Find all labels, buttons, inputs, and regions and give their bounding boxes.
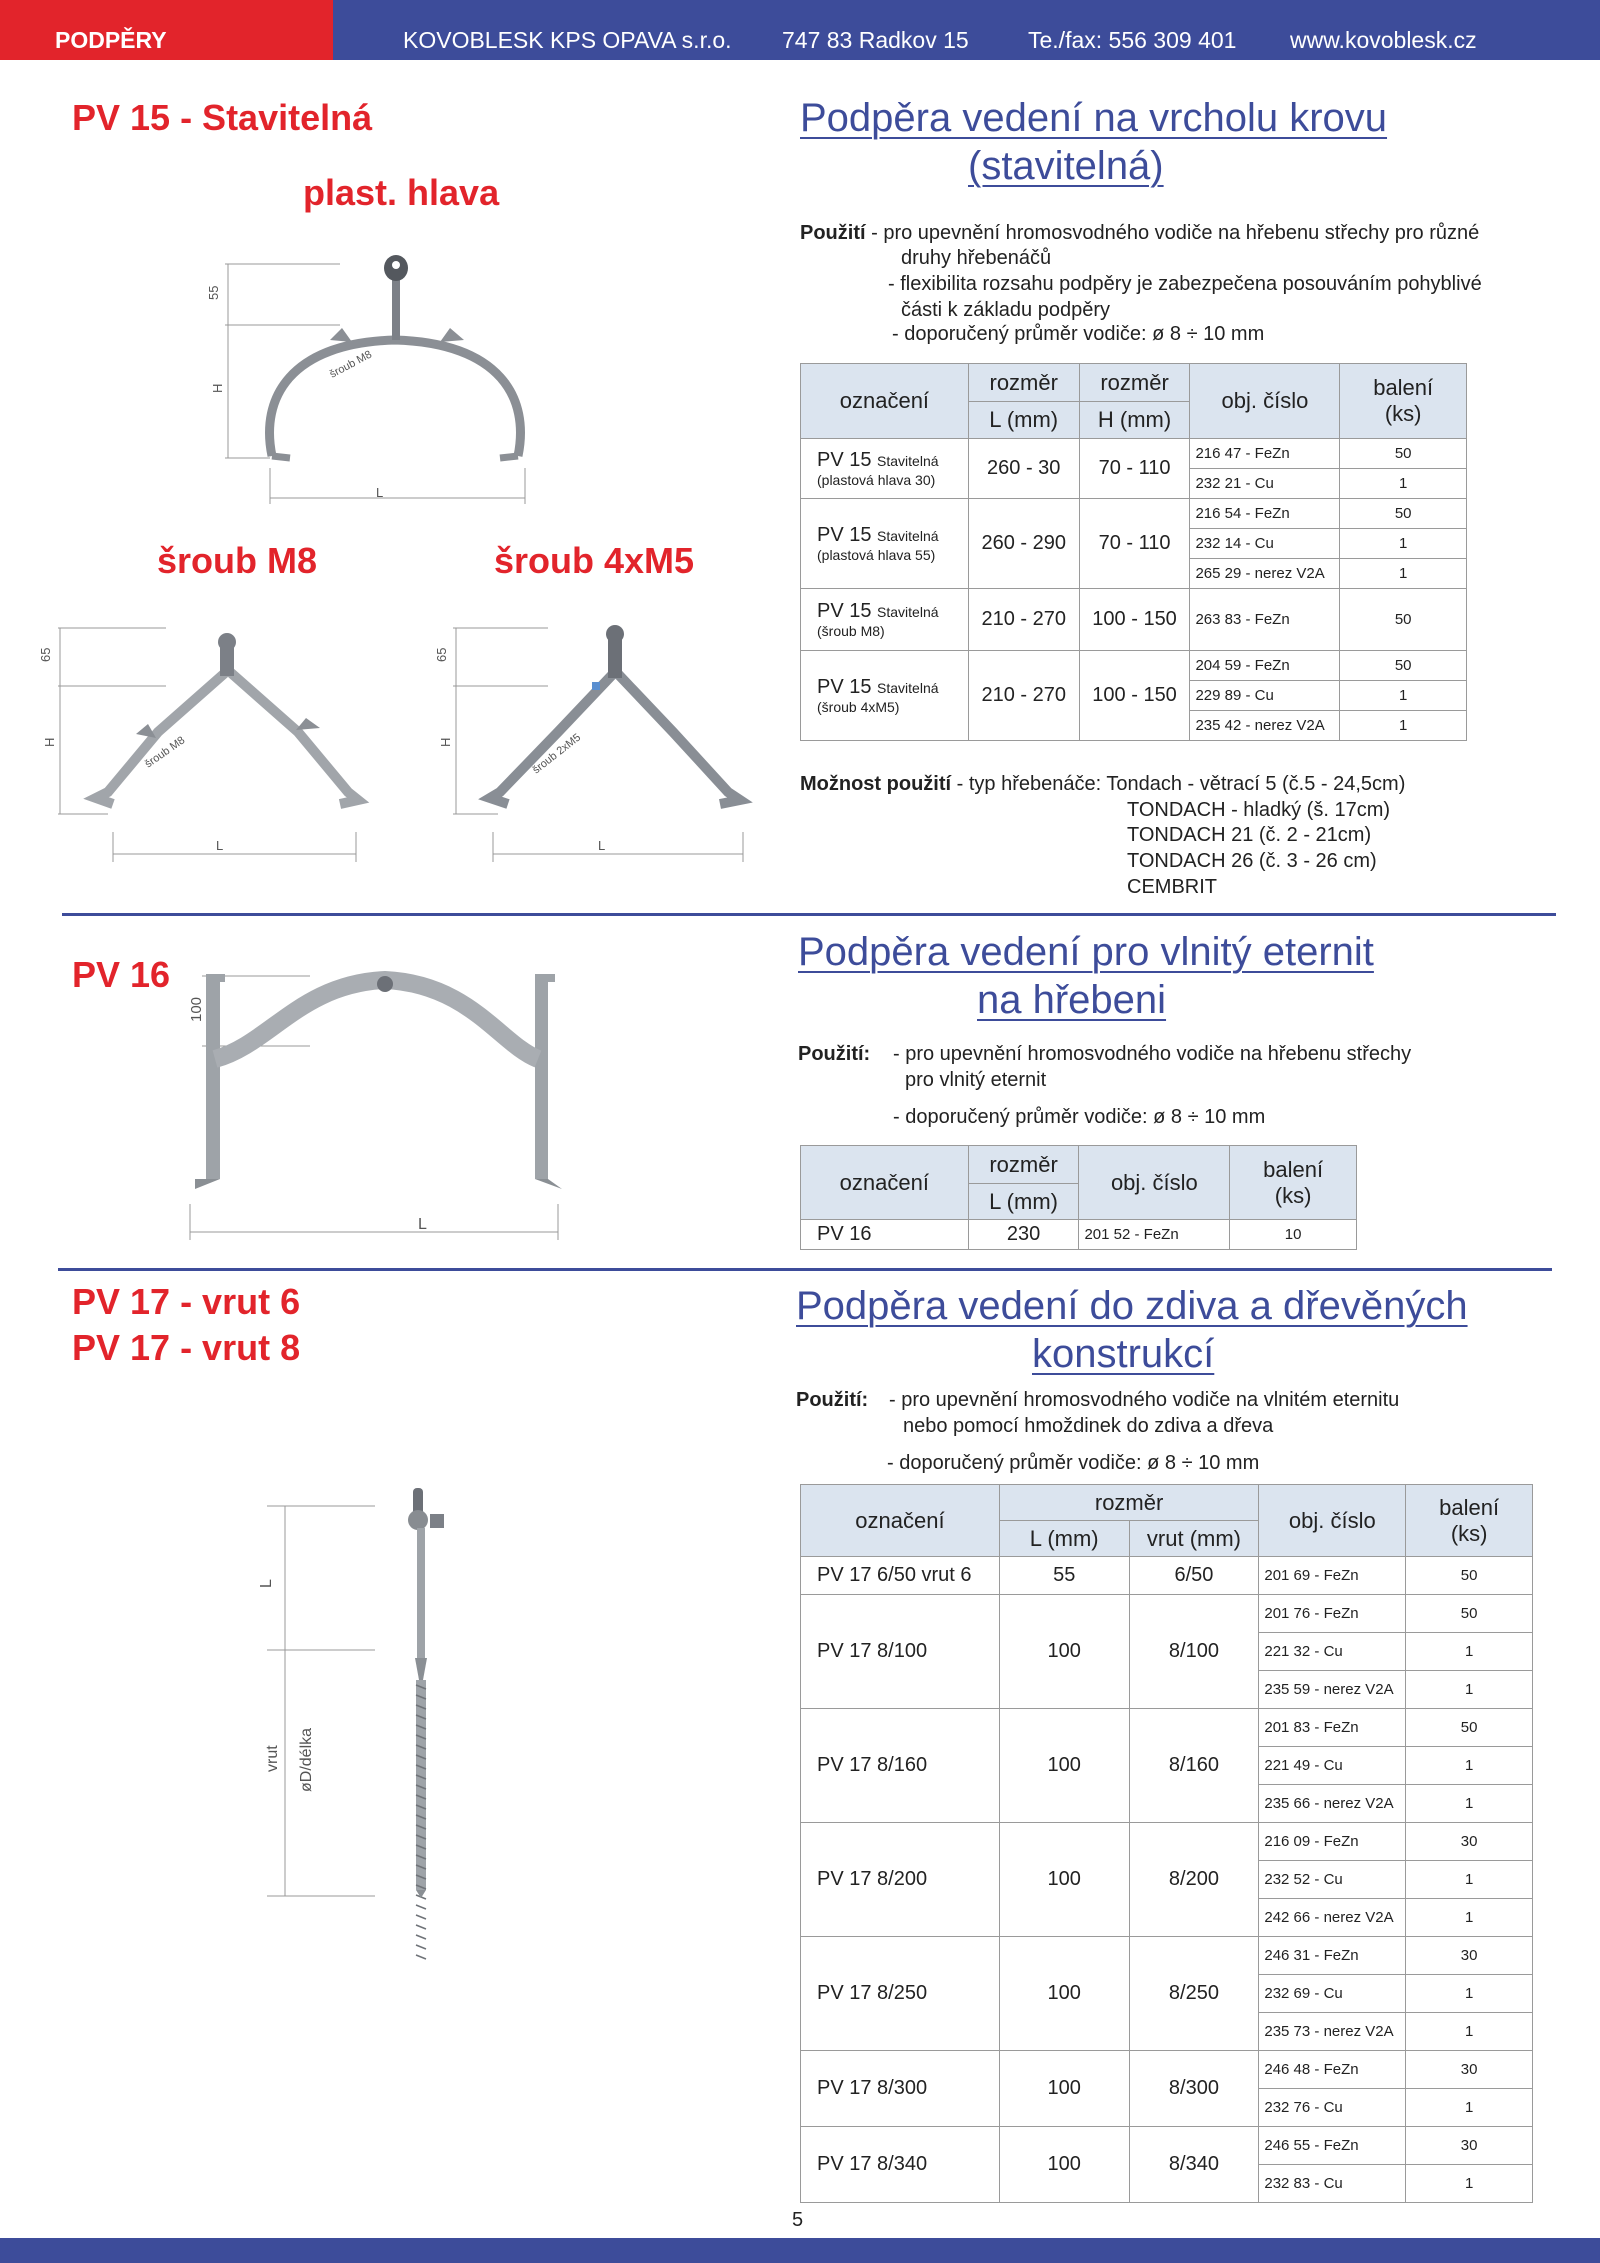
s3-product-2: PV 17 - vrut 8 <box>72 1327 301 1368</box>
s1-moznost-line-3: TONDACH 26 (č. 3 - 26 cm) <box>1127 850 1377 872</box>
s1-usage-line-4: části k základu podpěry <box>901 299 1111 321</box>
header-company: KOVOBLESK KPS OPAVA s.r.o. <box>403 27 732 53</box>
s3-r5-ks-1: 1 <box>1406 2089 1533 2127</box>
s3-r5-obj-1: 232 76 - Cu <box>1259 2089 1406 2127</box>
s3-r2-L: 100 <box>999 1709 1129 1823</box>
footer-bar <box>0 2238 1600 2263</box>
table-row <box>801 589 1467 651</box>
s2-th-rozmer: rozměr <box>968 1146 1079 1184</box>
table-row <box>801 439 1467 469</box>
table-row <box>801 1823 1533 1861</box>
s1-usage-line-1: : - pro upevnění hromosvodného vodiče na hřebenu střechy pro různé <box>860 222 1480 244</box>
s1-m5-dim-65: 65 <box>434 647 449 662</box>
s2-dim-l: L <box>418 1216 427 1233</box>
header-web[interactable]: www.kovoblesk.cz <box>1290 27 1477 53</box>
s1-r1-ks-2: 1 <box>1340 559 1467 589</box>
s1-r3-name: PV 15 Stavitelná (šroub 4xM5) <box>801 651 969 741</box>
s3-th-L: L (mm) <box>999 1521 1129 1557</box>
table-row <box>801 1595 1533 1633</box>
s1-usage-line-3: - flexibilita rozsahu podpěry je zabezpečena posouváním pohyblivé <box>888 273 1482 295</box>
s1-r1-H: 70 - 110 <box>1079 499 1190 589</box>
s3-r3-ks-2: 1 <box>1406 1899 1533 1937</box>
s1-th-rozmer-h: rozměr <box>1079 364 1190 402</box>
s1-r2-obj-0: 263 83 - FeZn <box>1190 589 1340 651</box>
s3-table <box>800 1484 1533 2203</box>
s1-r0-ks-1: 1 <box>1340 469 1467 499</box>
s1-r2-L: 210 - 270 <box>968 589 1079 651</box>
section-divider-2 <box>58 1268 1552 1271</box>
s1-r2-H: 100 - 150 <box>1079 589 1190 651</box>
s1-screw-label: šroub M8 <box>327 348 374 381</box>
s3-r6-ks-0: 30 <box>1406 2127 1533 2165</box>
s1-usage-label: Použití <box>800 222 866 244</box>
s1-r3-obj-1: 229 89 - Cu <box>1190 681 1340 711</box>
s3-r2-name: PV 17 8/160 <box>801 1709 1000 1823</box>
s1-moznost-line-1: TONDACH - hladký (š. 17cm) <box>1127 799 1391 821</box>
header-section: PODPĚRY <box>55 27 167 53</box>
s3-r3-ks-1: 1 <box>1406 1861 1533 1899</box>
s3-r3-obj-0: 216 09 - FeZn <box>1259 1823 1406 1861</box>
s1-r3-H: 100 - 150 <box>1079 651 1190 741</box>
s1-drawing-plast <box>200 248 540 510</box>
s3-r2-ks-1: 1 <box>1406 1747 1533 1785</box>
s3-r0-vrut: 6/50 <box>1129 1557 1259 1595</box>
s2-usage-label: Použití: <box>798 1043 871 1065</box>
s3-r6-vrut: 8/340 <box>1129 2127 1259 2203</box>
s1-r1-name: PV 15 Stavitelná (plastová hlava 55) <box>801 499 969 589</box>
s1-m8-screw: šroub M8 <box>142 734 188 771</box>
s3-r2-obj-2: 235 66 - nerez V2A <box>1259 1785 1406 1823</box>
s3-product-1: PV 17 - vrut 6 <box>72 1281 301 1322</box>
s3-r1-obj-2: 235 59 - nerez V2A <box>1259 1671 1406 1709</box>
header-phone: Te./fax: 556 309 401 <box>1028 27 1237 53</box>
s3-title-1: Podpěra vedení do zdiva a dřevěných <box>796 1284 1468 1328</box>
s1-r1-ks-0: 50 <box>1340 499 1467 529</box>
s1-m5-dim-h: H <box>438 737 453 747</box>
s2-r0-ks: 10 <box>1230 1220 1357 1250</box>
s2-title-1: Podpěra vedení pro vlnitý eternit <box>798 930 1374 974</box>
s1-moznost-line-2: TONDACH 21 (č. 2 - 21cm) <box>1127 824 1372 846</box>
s3-dim-l: L <box>258 1579 275 1588</box>
s1-th-oznaceni: označení <box>801 364 969 439</box>
s2-drawing <box>180 964 580 1244</box>
s3-drawing <box>255 1480 485 1900</box>
s3-r3-obj-2: 242 66 - nerez V2A <box>1259 1899 1406 1937</box>
s3-r2-vrut: 8/160 <box>1129 1709 1259 1823</box>
s1-th-obj: obj. číslo <box>1190 364 1340 439</box>
s1-m8-dim-l: L <box>216 838 224 853</box>
table-row <box>801 651 1467 681</box>
s1-usage-line-5: - doporučený průměr vodiče: ø 8 ÷ 10 mm <box>892 323 1265 345</box>
s3-r2-ks-0: 50 <box>1406 1709 1533 1747</box>
s1-m5-dim-l: L <box>598 838 606 853</box>
s3-r3-vrut: 8/200 <box>1129 1823 1259 1937</box>
s3-r3-obj-1: 232 52 - Cu <box>1259 1861 1406 1899</box>
s1-m8-dim-65: 65 <box>38 647 53 662</box>
s1-title-2: (stavitelná) <box>968 144 1164 188</box>
s1-r3-ks-0: 50 <box>1340 651 1467 681</box>
s3-r5-name: PV 17 8/300 <box>801 2051 1000 2127</box>
s3-r5-vrut: 8/300 <box>1129 2051 1259 2127</box>
s3-r4-ks-2: 1 <box>1406 2013 1533 2051</box>
s1-r1-obj-0: 216 54 - FeZn <box>1190 499 1340 529</box>
s1-th-H: H (mm) <box>1079 402 1190 439</box>
s3-r4-ks-0: 30 <box>1406 1937 1533 1975</box>
s3-th-rozmer: rozměr <box>999 1485 1259 1521</box>
s3-th-baleni: balení (ks) <box>1406 1485 1533 1557</box>
s2-r0-name: PV 16 <box>801 1220 969 1250</box>
s3-r2-obj-1: 221 49 - Cu <box>1259 1747 1406 1785</box>
s3-r1-obj-0: 201 76 - FeZn <box>1259 1595 1406 1633</box>
s2-th-oznaceni: označení <box>801 1146 969 1220</box>
s1-usage-line-2: druhy hřebenáčů <box>901 247 1052 269</box>
table-row <box>801 2051 1533 2089</box>
s2-r0-obj: 201 52 - FeZn <box>1079 1220 1230 1250</box>
s1-variant-m8: šroub M8 <box>157 540 318 581</box>
s3-r1-ks-0: 50 <box>1406 1595 1533 1633</box>
s3-r0-L: 55 <box>999 1557 1129 1595</box>
s2-r0-L: 230 <box>968 1220 1079 1250</box>
s1-dim-h: H <box>210 383 225 393</box>
s1-moznost-line-4: CEMBRIT <box>1127 876 1217 898</box>
table-row <box>801 2127 1533 2165</box>
s3-r4-ks-1: 1 <box>1406 1975 1533 2013</box>
s3-r3-ks-0: 30 <box>1406 1823 1533 1861</box>
s3-r0-ks-0: 50 <box>1406 1557 1533 1595</box>
s3-r4-name: PV 17 8/250 <box>801 1937 1000 2051</box>
s1-table <box>800 363 1467 741</box>
s3-r6-L: 100 <box>999 2127 1129 2203</box>
s2-usage-line-3: - doporučený průměr vodiče: ø 8 ÷ 10 mm <box>893 1106 1266 1128</box>
s3-usage-line-3: - doporučený průměr vodiče: ø 8 ÷ 10 mm <box>887 1452 1260 1474</box>
s2-usage-line-2: pro vlnitý eternit <box>905 1069 1047 1091</box>
s2-th-obj: obj. číslo <box>1079 1146 1230 1220</box>
s1-r0-ks-0: 50 <box>1340 439 1467 469</box>
s3-r4-L: 100 <box>999 1937 1129 2051</box>
s1-dim-55: 55 <box>206 285 221 300</box>
table-row <box>801 499 1467 529</box>
s2-product: PV 16 <box>72 954 171 995</box>
s3-r1-L: 100 <box>999 1595 1129 1709</box>
s3-r2-ks-2: 1 <box>1406 1785 1533 1823</box>
s1-title-1: Podpěra vedení na vrcholu krovu <box>800 96 1388 140</box>
s3-r6-obj-1: 232 83 - Cu <box>1259 2165 1406 2203</box>
s3-r3-L: 100 <box>999 1823 1129 1937</box>
s1-r0-obj-1: 232 21 - Cu <box>1190 469 1340 499</box>
table-row <box>801 1937 1533 1975</box>
s3-r2-obj-0: 201 83 - FeZn <box>1259 1709 1406 1747</box>
header-address: 747 83 Radkov 15 <box>782 27 969 53</box>
s3-r4-vrut: 8/250 <box>1129 1937 1259 2051</box>
s3-r6-obj-0: 246 55 - FeZn <box>1259 2127 1406 2165</box>
s1-variant-m5: šroub 4xM5 <box>494 540 695 581</box>
s3-r0-obj-0: 201 69 - FeZn <box>1259 1557 1406 1595</box>
s3-th-vrut: vrut (mm) <box>1129 1521 1259 1557</box>
s1-r0-L: 260 - 30 <box>968 439 1079 499</box>
s2-title-2: na hřebeni <box>977 978 1167 1022</box>
s1-product: PV 15 - Stavitelná <box>72 97 373 138</box>
s1-r3-obj-2: 235 42 - nerez V2A <box>1190 711 1340 741</box>
table-row <box>801 1709 1533 1747</box>
s3-r4-obj-2: 235 73 - nerez V2A <box>1259 2013 1406 2051</box>
table-row <box>801 1220 1357 1250</box>
s3-r1-vrut: 8/100 <box>1129 1595 1259 1709</box>
s1-dim-l: L <box>376 485 384 500</box>
s3-dim-d: øD/délka <box>298 1727 315 1792</box>
s1-m5-screw: šroub 2xM5 <box>530 731 584 777</box>
s2-table <box>800 1145 1357 1250</box>
s2-th-baleni: balení (ks) <box>1230 1146 1357 1220</box>
s1-moznost: Možnost použití - typ hřebenáče: Tondach - větrací 5 (č.5 - 24,5cm) <box>800 773 1406 795</box>
s3-usage-label: Použití: <box>796 1389 869 1411</box>
s1-th-baleni: balení (ks) <box>1340 364 1467 439</box>
s3-r1-ks-1: 1 <box>1406 1633 1533 1671</box>
s3-r1-ks-2: 1 <box>1406 1671 1533 1709</box>
s1-r0-name: PV 15 Stavitelná (plastová hlava 30) <box>801 439 969 499</box>
s1-r1-obj-2: 265 29 - nerez V2A <box>1190 559 1340 589</box>
s1-r0-H: 70 - 110 <box>1079 439 1190 499</box>
s1-r3-ks-2: 1 <box>1340 711 1467 741</box>
s1-drawing-m5 <box>428 612 758 872</box>
s3-th-obj: obj. číslo <box>1259 1485 1406 1557</box>
s2-dim-100: 100 <box>188 996 205 1022</box>
s1-r3-ks-1: 1 <box>1340 681 1467 711</box>
s3-r6-name: PV 17 8/340 <box>801 2127 1000 2203</box>
s1-r3-L: 210 - 270 <box>968 651 1079 741</box>
s1-r2-name: PV 15 Stavitelná (šroub M8) <box>801 589 969 651</box>
s3-th-oznaceni: označení <box>801 1485 1000 1557</box>
s1-r1-obj-1: 232 14 - Cu <box>1190 529 1340 559</box>
s3-r0-name: PV 17 6/50 vrut 6 <box>801 1557 1000 1595</box>
s2-th-L: L (mm) <box>968 1184 1079 1220</box>
s2-usage-line-1: - pro upevnění hromosvodného vodiče na hřebenu střechy <box>893 1043 1412 1065</box>
s3-r6-ks-1: 1 <box>1406 2165 1533 2203</box>
s3-r5-obj-0: 246 48 - FeZn <box>1259 2051 1406 2089</box>
s3-r5-ks-0: 30 <box>1406 2051 1533 2089</box>
s3-usage-line-2: nebo pomocí hmoždinek do zdiva a dřeva <box>903 1415 1274 1437</box>
s3-r1-name: PV 17 8/100 <box>801 1595 1000 1709</box>
page-number: 5 <box>792 2209 804 2231</box>
s1-th-rozmer-l: rozměr <box>968 364 1079 402</box>
s1-th-L: L (mm) <box>968 402 1079 439</box>
s3-dim-vrut: vrut <box>264 1745 281 1772</box>
s1-m8-dim-h: H <box>42 737 57 747</box>
s1-variant-plast: plast. hlava <box>303 172 500 213</box>
s3-r4-obj-1: 232 69 - Cu <box>1259 1975 1406 2013</box>
s1-r0-obj-0: 216 47 - FeZn <box>1190 439 1340 469</box>
s3-r3-name: PV 17 8/200 <box>801 1823 1000 1937</box>
section-divider-1 <box>62 913 1556 916</box>
table-row <box>801 1557 1533 1595</box>
s1-r3-obj-0: 204 59 - FeZn <box>1190 651 1340 681</box>
s3-r5-L: 100 <box>999 2051 1129 2127</box>
s1-r2-ks-0: 50 <box>1340 589 1467 651</box>
s1-r1-ks-1: 1 <box>1340 529 1467 559</box>
s3-r1-obj-1: 221 32 - Cu <box>1259 1633 1406 1671</box>
s3-r4-obj-0: 246 31 - FeZn <box>1259 1937 1406 1975</box>
s3-usage-line-1: - pro upevnění hromosvodného vodiče na vlnitém eternitu <box>889 1389 1400 1411</box>
s1-drawing-m8 <box>38 612 368 872</box>
s1-r1-L: 260 - 290 <box>968 499 1079 589</box>
s3-title-2: konstrukcí <box>1032 1332 1215 1376</box>
